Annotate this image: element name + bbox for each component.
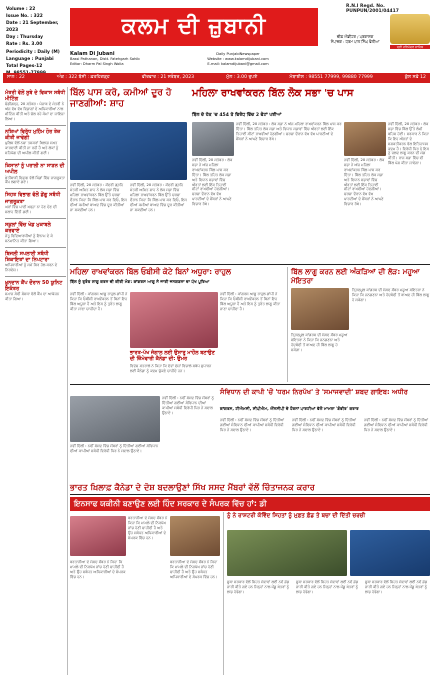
- mahua-headline[interactable]: ਬਿੱਲ ਲਾਗੂ ਕਰਨ ਲਈ ਅੰਕੜਿਆਂ ਦੀ ਲੋੜ: ਮਹੂਆ ਮੋਇਤਰਾ: [291, 267, 420, 285]
- speaker-photo: [192, 122, 234, 156]
- issue-meta-box: [6, 6, 62, 77]
- golden-temple-image: [390, 14, 430, 44]
- bottom-right-body-cont: ਸੂਬਾ ਸਰਕਾਰ ਵੱਲੋਂ ਸਿਹਤ ਸੇਵਾਵਾਂ ਲਈ ਨਵੇਂ ਫ਼ੰਡ ਜਾਰੀ ਕੀਤੇ ਗਏ ਹਨ ਜਿਨ੍ਹਾਂ ਨਾਲ ਪੇਂਡੂ ਖੇਤਰਾਂ ਨੂੰ ਲਾਭ ਹੋਵੇਗਾ।: [296, 580, 359, 594]
- parliament-photo: [70, 122, 187, 180]
- brief-text: ਅਧਿਕਾਰੀਆਂ ਨੂੰ ਸਮੇਂ ਸਿਰ ਹੱਲ ਕਰਨ ਦੇ ਨਿਰਦੇਸ਼।: [5, 263, 58, 273]
- column-divider: [287, 267, 288, 382]
- info-item: ਮੋਬਾਈਲ : 98551 77999, 99880 77999: [289, 75, 373, 80]
- section-rule: [70, 494, 430, 495]
- rahul-body-cont: ਨਵੀਂ ਦਿੱਲੀ : ਕਾਂਗਰਸ ਆਗੂ ਰਾਹੁਲ ਗਾਂਧੀ ਨੇ ਕਿਹਾ ਕਿ ਓਬੀਸੀ ਰਾਖਵੇਂਕਰਨ ਤੋਂ ਬਿਨਾਂ ਇਹ ਬਿੱਲ ਅਧੂਰਾ ਹੈ ਅਤੇ ਇਸ ਨੂੰ ਤੁਰੰਤ ਲਾਗੂ ਕੀਤਾ ਜਾਣਾ ਚਾਹੀਦਾ ਹੈ।: [220, 292, 281, 311]
- lead-body-cont: ਨਵੀਂ ਦਿੱਲੀ, 20 ਸਤੰਬਰ : ਕੇਂਦਰੀ ਗ੍ਰਹਿ ਮੰਤਰੀ ਅਮਿਤ ਸ਼ਾਹ ਨੇ ਲੋਕ ਸਭਾ ਵਿੱਚ ਮਹਿਲਾ ਰਾਖਵਾਂਕਰਨ ਬਿੱਲ ਉੱਤੇ ਚਰਚਾ ਦੌਰਾਨ ਕਿਹਾ ਕਿ ਬਿੱਲ ਪਾਸ ਕਰ ਦਿਓ, ਇਸ ਦੀਆਂ ਕਮੀਆਂ ਬਾਅਦ ਵਿੱਚ ਦੂਰ ਕੀਤੀਆਂ ਜਾ ਸਕਦੀਆਂ ਹਨ।: [130, 183, 187, 212]
- divider: [5, 218, 66, 219]
- meta-line: Issue No. : 322: [6, 14, 43, 20]
- address-line: Editor: Dharm Pal Singh Wolia: [70, 62, 124, 67]
- brief-text: ਘਰਾਂ ਵਿੱਚ ਪਾਣੀ ਖੜ੍ਹਾ ਨਾ ਹੋਣ ਦੇਣ ਦੀ ਸਲਾਹ ਦਿੱਤੀ ਗਈ।: [5, 204, 57, 214]
- meta-line: Day : Thursday: [6, 35, 44, 41]
- kharge-headline[interactable]: ਸੰਵਿਧਾਨ ਦੀ ਕਾਪੀ 'ਚੋਂ 'ਧਰਮ ਨਿਰਪੱਖ' ਤੇ 'ਸਮਾਜਵਾਦੀ' ਸ਼ਬਦ ਗਾਇਬ: ਅਧੀਰ: [220, 388, 408, 396]
- column-divider: [223, 512, 224, 675]
- divider: [5, 276, 66, 277]
- mp-photo-1: [70, 516, 126, 556]
- main-deck: ਬਿੱਲ ਦੇ ਹੱਕ 'ਚ 454 ਤੇ ਵਿਰੋਧ ਵਿੱਚ 2 ਵੋਟਾਂ ਪਈਆਂ: [192, 113, 282, 118]
- canada-body: ਵਿਦੇਸ਼ ਮੰਤਰਾਲੇ ਨੇ ਕਿਹਾ ਕਿ ਦੋਵਾਂ ਦੇਸ਼ਾਂ ਵਿਚਾਲੇ ਸਬੰਧ ਸੁਧਾਰਨ ਲਈ ਕੈਨੇਡਾ ਨੂੰ ਕਦਮ ਚੁੱਕਣੇ ਚਾਹੀਦੇ ਹਨ।: [130, 364, 212, 373]
- editorial-line: ਚੀਫ਼ ਐਡੀਟਰ / ਪਰਕਾਸ਼ਕ: [336, 34, 374, 39]
- brief-item[interactable]: [5, 280, 66, 302]
- kharge-photo: [70, 396, 160, 442]
- member-photo: [344, 122, 386, 156]
- bottom-right-photo: [227, 530, 347, 576]
- canada-headline[interactable]: ਭਾਰਤ-ਪੱਖ ਜੰਗਾਲ ਲਈ ਉਸਾਰੂ ਮਾਹੌਲ ਬਣਾਉਣ ਦੀ ਜ਼ਿੰਮੇਵਾਰੀ ਕੈਨੇਡਾ ਦੀ: ਉਮਰ: [130, 350, 215, 363]
- rahul-deck: ਬਿੱਲ ਨੂੰ ਤੁਰੰਤ ਲਾਗੂ ਕਰਨ ਦੀ ਕੀਤੀ ਮੰਗ: ਕਾਂਗਰਸ ਆਗੂ ਨੇ ਜਾਤੀ ਜਨਗਣਨਾ ਦਾ ਪੱਖ ਪੂਰਿਆ: [70, 279, 210, 284]
- mahua-photo: [291, 288, 349, 330]
- main-headline[interactable]: ਮਹਿਲਾ ਰਾਖਵਾਂਕਰਨ ਬਿੱਲ ਲੋਕ ਸਭਾ 'ਚ ਪਾਸ: [192, 88, 354, 99]
- brief-headline: ਬਿਜਲੀ ਸਪਲਾਈ ਸਬੰਧੀ ਸ਼ਿਕਾਇਤਾਂ ਦਾ ਨਿਪਟਾਰਾ: [5, 250, 50, 264]
- faith-body-cont2: ਬਰਤਾਨੀਆ ਦੇ ਸੰਸਦ ਮੈਂਬਰ ਨੇ ਕਿਹਾ ਕਿ ਮਾਮਲੇ ਦੀ ਨਿਰਪੱਖ ਜਾਂਚ ਹੋਣੀ ਚਾਹੀਦੀ ਹੈ ਅਤੇ ਉਹ ਸਬੰਧਤ ਅਧਿਕਾਰੀਆਂ ਦੇ ਸੰਪਰਕ ਵਿੱਚ ਹਨ।: [170, 560, 218, 579]
- rahul-body: ਨਵੀਂ ਦਿੱਲੀ : ਕਾਂਗਰਸ ਆਗੂ ਰਾਹੁਲ ਗਾਂਧੀ ਨੇ ਕਿਹਾ ਕਿ ਓਬੀਸੀ ਰਾਖਵੇਂਕਰਨ ਤੋਂ ਬਿਨਾਂ ਇਹ ਬਿੱਲ ਅਧੂਰਾ ਹੈ ਅਤੇ ਇਸ ਨੂੰ ਤੁਰੰਤ ਲਾਗੂ ਕੀਤਾ ਜਾਣਾ ਚਾਹੀਦਾ ਹੈ।: [70, 292, 128, 311]
- meta-line: Language : Punjabi: [6, 56, 54, 62]
- info-item: ਮੁੱਲ : 3.00 ਰੁਪਏ: [226, 75, 258, 80]
- brief-item[interactable]: [5, 192, 66, 214]
- meta-line: Volume : 22: [6, 7, 36, 12]
- main-body-cont2: ਨਵੀਂ ਦਿੱਲੀ, 20 ਸਤੰਬਰ : ਲੋਕ ਸਭਾ ਨੇ ਅੱਜ ਮਹਿਲਾ ਰਾਖਵਾਂਕਰਨ ਬਿੱਲ ਪਾਸ ਕਰ ਦਿੱਤਾ। ਬਿੱਲ ਤਹਿਤ ਲੋਕ ਸਭਾ ਅਤੇ ਵਿਧਾਨ ਸਭਾਵਾਂ ਵਿੱਚ ਔਰਤਾਂ ਲਈ ਇੱਕ ਤਿਹਾਈ ਸੀਟਾਂ ਰਾਖਵੀਆਂ ਹੋਣਗੀਆਂ। ਚਰਚਾ ਦੌਰਾਨ ਵੱਖ ਵੱਖ ਪਾਰਟੀਆਂ ਦੇ ਮੈਂਬਰਾਂ ਨੇ ਆਪਣੇ ਵਿਚਾਰ ਰੱਖੇ।: [344, 158, 385, 207]
- info-item: ਕੁੱਲ ਸਫ਼ੇ 12: [404, 75, 426, 80]
- kharge-body-cont: ਨਵੀਂ ਦਿੱਲੀ : ਨਵੀਂ ਸੰਸਦ ਵਿੱਚ ਮੈਂਬਰਾਂ ਨੂੰ ਦਿੱਤੀਆਂ ਗਈਆਂ ਸੰਵਿਧਾਨ ਦੀਆਂ ਕਾਪੀਆਂ ਸਬੰਧੀ ਵਿਰੋਧੀ ਧਿਰ ਨੇ ਸਵਾਲ ਉਠਾਏ।: [292, 418, 357, 432]
- bottom-right-body-cont2: ਸੂਬਾ ਸਰਕਾਰ ਵੱਲੋਂ ਸਿਹਤ ਸੇਵਾਵਾਂ ਲਈ ਨਵੇਂ ਫ਼ੰਡ ਜਾਰੀ ਕੀਤੇ ਗਏ ਹਨ ਜਿਨ੍ਹਾਂ ਨਾਲ ਪੇਂਡੂ ਖੇਤਰਾਂ ਨੂੰ ਲਾਭ ਹੋਵੇਗਾ।: [365, 580, 428, 594]
- main-body-cont: ਨਵੀਂ ਦਿੱਲੀ, 20 ਸਤੰਬਰ : ਲੋਕ ਸਭਾ ਨੇ ਅੱਜ ਮਹਿਲਾ ਰਾਖਵਾਂਕਰਨ ਬਿੱਲ ਪਾਸ ਕਰ ਦਿੱਤਾ। ਬਿੱਲ ਤਹਿਤ ਲੋਕ ਸਭਾ ਅਤੇ ਵਿਧਾਨ ਸਭਾਵਾਂ ਵਿੱਚ ਔਰਤਾਂ ਲਈ ਇੱਕ ਤਿਹਾਈ ਸੀਟਾਂ ਰਾਖਵੀਆਂ ਹੋਣਗੀਆਂ। ਚਰਚਾ ਦੌਰਾਨ ਵੱਖ ਵੱਖ ਪਾਰਟੀਆਂ ਦੇ ਮੈਂਬਰਾਂ ਨੇ ਆਪਣੇ ਵਿਚਾਰ ਰੱਖੇ।: [192, 158, 233, 207]
- editorial-line: ਸੰਪਾਦਕ : ਧਰਮ ਪਾਲ ਸਿੰਘ ਵੋਲੀਆ: [330, 39, 380, 44]
- brief-item[interactable]: [5, 90, 66, 122]
- faith-body: ਬਰਤਾਨੀਆ ਦੇ ਸੰਸਦ ਮੈਂਬਰ ਨੇ ਕਿਹਾ ਕਿ ਮਾਮਲੇ ਦੀ ਨਿਰਪੱਖ ਜਾਂਚ ਹੋਣੀ ਚਾਹੀਦੀ ਹੈ ਅਤੇ ਉਹ ਸਬੰਧਤ ਅਧਿਕਾਰੀਆਂ ਦੇ ਸੰਪਰਕ ਵਿੱਚ ਹਨ।: [128, 516, 168, 540]
- divider: [5, 247, 66, 248]
- right-column-body: ਨਵੀਂ ਦਿੱਲੀ, 20 ਸਤੰਬਰ : ਲੋਕ ਸਭਾ ਵਿੱਚ ਬਿੱਲ ਉੱਤੇ ਲੰਮੀ ਬਹਿਸ ਹੋਈ। ਸਰਕਾਰ ਨੇ ਕਿਹਾ ਕਿ ਇਹ ਔਰਤਾਂ ਦੇ ਸਸ਼ਕਤੀਕਰਨ ਵੱਲ ਇਤਿਹਾਸਕ ਕਦਮ ਹੈ। ਵਿਰੋਧੀ ਧਿਰ ਨੇ ਇਸ ਨੂੰ ਜਲਦ ਲਾਗੂ ਕਰਨ ਦੀ ਮੰਗ ਕੀਤੀ। ਰਾਜ ਸਭਾ ਵਿੱਚ ਵੀ ਬਿੱਲ ਪੇਸ਼ ਕੀਤਾ ਜਾਵੇਗਾ।: [388, 122, 429, 166]
- brief-headline: ਮੰਤਰੀ ਵੱਲੋਂ ਸੂਬੇ ਦੇ ਵਿਕਾਸ ਸਬੰਧੀ ਮੀਟਿੰਗ: [5, 90, 66, 103]
- brief-item[interactable]: [5, 222, 66, 244]
- brief-headline: ਕਿਸਾਨਾਂ ਨੂੰ ਪਰਾਲੀ ਨਾ ਸਾੜਨ ਦੀ ਅਪੀਲ: [5, 163, 65, 176]
- masthead-address: [70, 52, 180, 68]
- info-item: ਸਾਲ : 22: [7, 75, 25, 80]
- meta-line: Date : 21 September, 2023: [6, 21, 59, 34]
- bottom-right-photo-2: [350, 530, 430, 576]
- main-body: ਨਵੀਂ ਦਿੱਲੀ, 20 ਸਤੰਬਰ : ਲੋਕ ਸਭਾ ਨੇ ਅੱਜ ਮਹਿਲਾ ਰਾਖਵਾਂਕਰਨ ਬਿੱਲ ਪਾਸ ਕਰ ਦਿੱਤਾ। ਬਿੱਲ ਤਹਿਤ ਲੋਕ ਸਭਾ ਅਤੇ ਵਿਧਾਨ ਸਭਾਵਾਂ ਵਿੱਚ ਔਰਤਾਂ ਲਈ ਇੱਕ ਤਿਹਾਈ ਸੀਟਾਂ ਰਾਖਵੀਆਂ ਹੋਣਗੀਆਂ। ਚਰਚਾ ਦੌਰਾਨ ਵੱਖ ਵੱਖ ਪਾਰਟੀਆਂ ਦੇ ਮੈਂਬਰਾਂ ਨੇ ਆਪਣੇ ਵਿਚਾਰ ਰੱਖੇ।: [236, 122, 342, 141]
- emblem-caption: ਸ੍ਰੀ ਹਰਿਮੰਦਰ ਸਾਹਿਬ: [390, 45, 430, 49]
- brief-text: ਸਮਾਜ ਸੇਵੀ ਸੰਸਥਾ ਵੱਲੋਂ ਕੈਂਪ ਦਾ ਆਯੋਜਨ ਕੀਤਾ ਗਿਆ।: [5, 292, 60, 302]
- email-link[interactable]: E-mail: kalamdijubani@gmail.com: [207, 62, 269, 67]
- kharge-body: ਨਵੀਂ ਦਿੱਲੀ : ਨਵੀਂ ਸੰਸਦ ਵਿੱਚ ਮੈਂਬਰਾਂ ਨੂੰ ਦਿੱਤੀਆਂ ਗਈਆਂ ਸੰਵਿਧਾਨ ਦੀਆਂ ਕਾਪੀਆਂ ਸਬੰਧੀ ਵਿਰੋਧੀ ਧਿਰ ਨੇ ਸਵਾਲ ਉਠਾਏ।: [220, 418, 285, 432]
- kharge-deck: ਕਾਂਗਰਸ, ਟੀਐਮਸੀ, ਸੀਪੀਐਮ, ਐੱਨਸੀਪੀ ਦੇ ਹੋਰਨਾਂ ਪਾਰਟੀਆਂ ਵੱਲੋਂ ਮਾਮਲਾ 'ਗੰਭੀਰ' ਕਰਾਰ: [220, 406, 359, 411]
- website-link[interactable]: Website : www.kalamdijubani.com: [207, 57, 269, 62]
- divider: [5, 125, 66, 126]
- brief-text: ਪੁਲਿਸ ਵੱਲੋਂ ਨਸ਼ਾ ਤਸਕਰਾਂ ਖਿਲਾਫ਼ ਸਖ਼ਤ ਕਾਰਵਾਈ ਕੀਤੀ ਜਾ ਰਹੀ ਹੈ ਅਤੇ ਲੋਕਾਂ ਨੂੰ ਸਹਿਯੋਗ ਦੀ ਅਪੀਲ ਕੀਤੀ ਗਈ।: [5, 141, 59, 156]
- divider: [5, 188, 66, 189]
- bottom-right-headline[interactable]: ਨੂੰ ਨੇ ਰਾਸ਼ਟਰੀ ਕੋਵਿੰਦ ਸਿਹਤਾਂ ਨੂੰ ਮੁਫ਼ਤ ਫ਼ੰਡ ਤੇ ਬਚਾ ਦੀ ਦਿੱਤੀ ਚਰਚੀ: [227, 513, 366, 519]
- bottom-right-body: ਸੂਬਾ ਸਰਕਾਰ ਵੱਲੋਂ ਸਿਹਤ ਸੇਵਾਵਾਂ ਲਈ ਨਵੇਂ ਫ਼ੰਡ ਜਾਰੀ ਕੀਤੇ ਗਏ ਹਨ ਜਿਨ੍ਹਾਂ ਨਾਲ ਪੇਂਡੂ ਖੇਤਰਾਂ ਨੂੰ ਲਾਭ ਹੋਵੇਗਾ।: [227, 580, 290, 594]
- lead-body: ਨਵੀਂ ਦਿੱਲੀ, 20 ਸਤੰਬਰ : ਕੇਂਦਰੀ ਗ੍ਰਹਿ ਮੰਤਰੀ ਅਮਿਤ ਸ਼ਾਹ ਨੇ ਲੋਕ ਸਭਾ ਵਿੱਚ ਮਹਿਲਾ ਰਾਖਵਾਂਕਰਨ ਬਿੱਲ ਉੱਤੇ ਚਰਚਾ ਦੌਰਾਨ ਕਿਹਾ ਕਿ ਬਿੱਲ ਪਾਸ ਕਰ ਦਿਓ, ਇਸ ਦੀਆਂ ਕਮੀਆਂ ਬਾਅਦ ਵਿੱਚ ਦੂਰ ਕੀਤੀਆਂ ਜਾ ਸਕਦੀਆਂ ਹਨ।: [70, 183, 127, 212]
- brief-headline: ਸਕੂਲਾਂ ਵਿੱਚ ਖੇਡ ਮੁਕਾਬਲੇ ਕਰਵਾਏ: [5, 221, 51, 234]
- meta-line: Rate : Rs. 3.00: [6, 42, 43, 48]
- newspaper-logo: ਕਲਮ ਦੀ ਜ਼ੁਬਾਨੀ: [70, 8, 318, 46]
- brief-item[interactable]: [5, 129, 66, 156]
- brief-headline: ਸਿਹਤ ਵਿਭਾਗ ਵੱਲੋਂ ਡੇਂਗੂ ਸਬੰਧੀ ਜਾਗਰੂਕਤਾ: [5, 192, 61, 205]
- brief-headline: ਖ਼ੂਨਦਾਨ ਕੈਂਪ ਦੌਰਾਨ 50 ਯੂਨਿਟ ਇਕੱਤਰ: [5, 280, 63, 293]
- faith-body-cont: ਬਰਤਾਨੀਆ ਦੇ ਸੰਸਦ ਮੈਂਬਰ ਨੇ ਕਿਹਾ ਕਿ ਮਾਮਲੇ ਦੀ ਨਿਰਪੱਖ ਜਾਂਚ ਹੋਣੀ ਚਾਹੀਦੀ ਹੈ ਅਤੇ ਉਹ ਸਬੰਧਤ ਅਧਿਕਾਰੀਆਂ ਦੇ ਸੰਪਰਕ ਵਿੱਚ ਹਨ।: [70, 560, 126, 579]
- info-item: ਵੀਰਵਾਰ : 21 ਸਤੰਬਰ, 2023: [141, 75, 195, 80]
- rahul-photo: [130, 292, 218, 348]
- faith-headline[interactable]: ਇਨਸਾਫ ਯਕੀਨੀ ਬਣਾਉਣ ਲਈ ਹਿੰਦ ਸਰਕਾਰ ਦੇ ਸੰਪਰਕ ਵਿੱਚ ਹਾਂ: ਡੀ: [74, 499, 267, 508]
- brief-item[interactable]: [5, 163, 66, 185]
- column-divider: [67, 87, 68, 675]
- address-line: Bassi Pathanan, Distt. Fatehgarh Sahib: [70, 57, 140, 62]
- section-rule: [70, 384, 430, 385]
- meta-line: Total Pages-12: [6, 63, 43, 69]
- meta-line: Periodicity : Daily (M): [6, 49, 60, 55]
- brief-headline: ਨਸ਼ਿਆਂ ਵਿਰੁੱਧ ਮੁਹਿੰਮ ਹੋਰ ਤੇਜ਼ ਕੀਤੀ ਜਾਵੇਗੀ: [5, 129, 61, 142]
- left-news-column: [5, 87, 66, 675]
- masthead-contact: [188, 52, 288, 68]
- info-bar: [3, 73, 430, 83]
- brief-item[interactable]: [5, 251, 66, 273]
- rni-number: R.N.I Regd. No. PUNPUN/2001/04417: [346, 4, 399, 14]
- sikh-mp-headline[interactable]: ਭਾਰਤ ਖ਼ਿਲਾਫ਼ ਕੈਨੇਡਾ ਦੇ ਦੋਸ਼ ਬਦਲਾਉਣਾਂ ਸਿੱਖ ਸਸਦ ਮੈਂਬਰਾਂ ਵੱਲੋਂ ਚਿੰਤਾਜਨਕ ਕਰਾਰ: [70, 482, 315, 492]
- section-rule: [70, 264, 430, 265]
- kharge-body-under-photo: ਨਵੀਂ ਦਿੱਲੀ : ਨਵੀਂ ਸੰਸਦ ਵਿੱਚ ਮੈਂਬਰਾਂ ਨੂੰ ਦਿੱਤੀਆਂ ਗਈਆਂ ਸੰਵਿਧਾਨ ਦੀਆਂ ਕਾਪੀਆਂ ਸਬੰਧੀ ਵਿਰੋਧੀ ਧਿਰ ਨੇ ਸਵਾਲ ਉਠਾਏ।: [70, 444, 159, 453]
- lead-headline[interactable]: ਬਿੱਲ ਪਾਸ ਕਰੋ, ਕਮੀਆਂ ਦੂਰ ਹੋ ਜਾਣਗੀਆਂ: ਸ਼ਾਹ: [70, 88, 172, 109]
- divider: [5, 159, 66, 160]
- brief-text: ਚੰਡੀਗੜ੍ਹ, 20 ਸਤੰਬਰ : ਪੰਜਾਬ ਦੇ ਮੰਤਰੀ ਨੇ ਅੱਜ ਵੱਖ ਵੱਖ ਵਿਭਾਗਾਂ ਦੇ ਅਧਿਕਾਰੀਆਂ ਨਾਲ ਮੀਟਿੰਗ ਕੀਤੀ ਅਤੇ ਚੱਲ ਰਹੇ ਕੰਮਾਂ ਦਾ ਜਾਇਜ਼ਾ ਲਿਆ।: [5, 102, 65, 122]
- mp-photo-2: [170, 516, 220, 556]
- mahua-body: ਤ੍ਰਿਣਮੂਲ ਕਾਂਗਰਸ ਦੀ ਸੰਸਦ ਮੈਂਬਰ ਮਹੂਆ ਮੋਇਤਰਾ ਨੇ ਕਿਹਾ ਕਿ ਜਨਗਣਨਾ ਅਤੇ ਹੱਦਬੰਦੀ ਤੋਂ ਬਾਅਦ ਹੀ ਬਿੱਲ ਲਾਗੂ ਹੋ ਸਕੇਗਾ।: [352, 288, 430, 302]
- kharge-body-cont2: ਨਵੀਂ ਦਿੱਲੀ : ਨਵੀਂ ਸੰਸਦ ਵਿੱਚ ਮੈਂਬਰਾਂ ਨੂੰ ਦਿੱਤੀਆਂ ਗਈਆਂ ਸੰਵਿਧਾਨ ਦੀਆਂ ਕਾਪੀਆਂ ਸਬੰਧੀ ਵਿਰੋਧੀ ਧਿਰ ਨੇ ਸਵਾਲ ਉਠਾਏ।: [364, 418, 429, 432]
- contact-line: Daily PunjabiNewspaper: [216, 52, 260, 56]
- editorial-info: [320, 34, 390, 44]
- masthead-subtitle: Kalam Di Jubani: [70, 51, 115, 57]
- mahua-body-cont: ਤ੍ਰਿਣਮੂਲ ਕਾਂਗਰਸ ਦੀ ਸੰਸਦ ਮੈਂਬਰ ਮਹੂਆ ਮੋਇਤਰਾ ਨੇ ਕਿਹਾ ਕਿ ਜਨਗਣਨਾ ਅਤੇ ਹੱਦਬੰਦੀ ਤੋਂ ਬਾਅਦ ਹੀ ਬਿੱਲ ਲਾਗੂ ਹੋ ਸਕੇਗਾ।: [291, 333, 348, 352]
- brief-text: ਜੇਤੂ ਵਿਦਿਆਰਥੀਆਂ ਨੂੰ ਇਨਾਮ ਦੇ ਕੇ ਸਨਮਾਨਿਤ ਕੀਤਾ ਗਿਆ।: [5, 234, 53, 243]
- rahul-headline[interactable]: ਮਹਿਲਾ ਰਾਖਵਾਂਕਰਨ ਬਿੱਲ ਓਬੀਸੀ ਕੋਟੇ ਬਿਨਾਂ ਅਧੂਰਾ: ਰਾਹੁਲ: [70, 267, 231, 276]
- brief-text: ਖੇਤੀਬਾੜੀ ਵਿਭਾਗ ਵੱਲੋਂ ਪਿੰਡਾਂ ਵਿੱਚ ਜਾਗਰੂਕਤਾ ਕੈਂਪ ਲਗਾਏ ਗਏ।: [5, 175, 65, 185]
- kharge-body-left: ਨਵੀਂ ਦਿੱਲੀ : ਨਵੀਂ ਸੰਸਦ ਵਿੱਚ ਮੈਂਬਰਾਂ ਨੂੰ ਦਿੱਤੀਆਂ ਗਈਆਂ ਸੰਵਿਧਾਨ ਦੀਆਂ ਕਾਪੀਆਂ ਸਬੰਧੀ ਵਿਰੋਧੀ ਧਿਰ ਨੇ ਸਵਾਲ ਉਠਾਏ।: [162, 396, 214, 415]
- info-item: ਅੰਕ : 322 ਬੱਸੀ : ਫ਼ਤਹਿਗੜ੍ਹ: [56, 75, 110, 80]
